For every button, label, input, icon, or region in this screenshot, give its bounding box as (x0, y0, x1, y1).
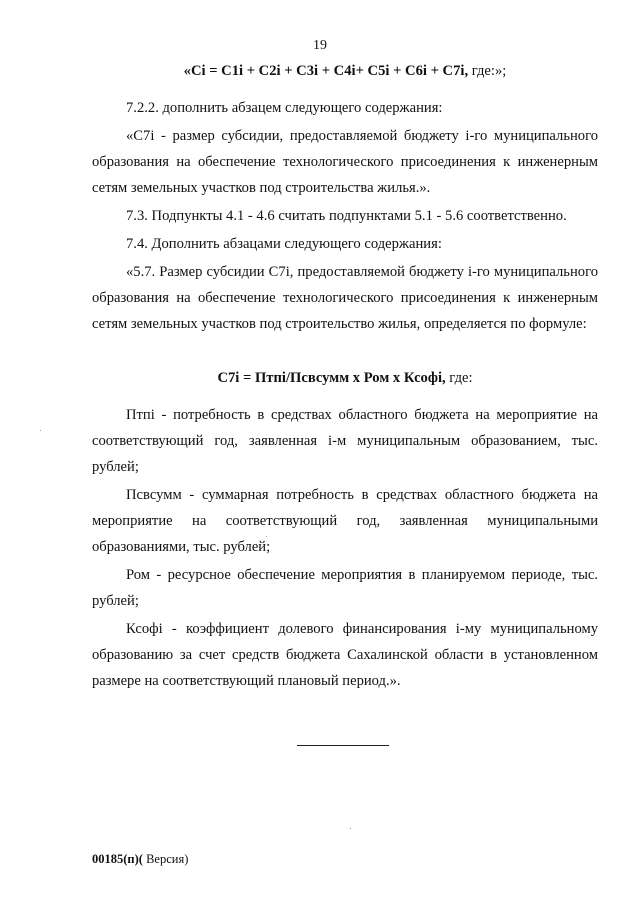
paragraph-7-2-2: 7.2.2. дополнить абзацем следующего содержания: (126, 100, 443, 116)
formula-c7i (92, 365, 598, 391)
formula-c7i-block (92, 365, 598, 391)
scan-speck (40, 430, 41, 431)
page-number: 19 (313, 38, 327, 53)
paragraph-5-7: «5.7. Размер субсидии C7i, предоставляемой бюджету i-го муниципального образования на обеспечение технологического присоединения к инженерным сетям земельных участков под строительство жилья, определяется по формуле: (92, 264, 598, 332)
formula-c7i-main: C7i = Птпi/Псвсумм x Ром x Ксофi, (217, 370, 446, 386)
paragraph-7-4: 7.4. Дополнить абзацами следующего содержания: (126, 236, 442, 252)
paragraph-c7i-definition: «C7i - размер субсидии, предоставляемой бюджету i-го муниципального образования на обеспечение технологического присоединения к инженерным сетям земельных участков под строительства жилья.». (92, 128, 598, 196)
scan-speck (350, 828, 351, 829)
definition-ksofi: Ксофi - коэффициент долевого финансирования i-му муниципальному образованию за счет средств бюджета Сахалинской области в установленном размере на соответствующий плановый период.». (92, 621, 598, 689)
scan-speck (266, 536, 267, 537)
formula-ci (92, 58, 598, 84)
formula-ci-tail: где:»; (468, 63, 507, 79)
definition-psvsumm: Псвсумм - суммарная потребность в средствах областного бюджета на мероприятие на соответствующий год, заявленная муниципальными образованиями, тыс. рублей; (92, 487, 598, 555)
formula-ci-main: «Ci = C1i + C2i + C3i + C4i+ C5i + C6i + C7i, (183, 63, 469, 79)
formula-ci-block (92, 58, 598, 84)
amendment-paragraphs (92, 95, 598, 339)
formula-c7i-tail: где: (445, 370, 473, 386)
variable-definitions (92, 402, 598, 696)
closing-divider (297, 745, 389, 746)
paragraph-7-3: 7.3. Подпункты 4.1 - 4.6 считать подпунктами 5.1 - 5.6 соответственно. (126, 208, 567, 224)
definition-rom: Ром - ресурсное обеспечение мероприятия в планируемом периоде, тыс. рублей; (92, 567, 598, 609)
footer-code: 00185(п)( (92, 852, 143, 866)
footer-version (92, 852, 188, 867)
footer-label: Версия) (142, 852, 189, 866)
definition-ptpi: Птпi - потребность в средствах областного бюджета на мероприятие на соответствующий год, заявленная i-м муниципальным образованием, тыс. рублей; (92, 407, 598, 475)
